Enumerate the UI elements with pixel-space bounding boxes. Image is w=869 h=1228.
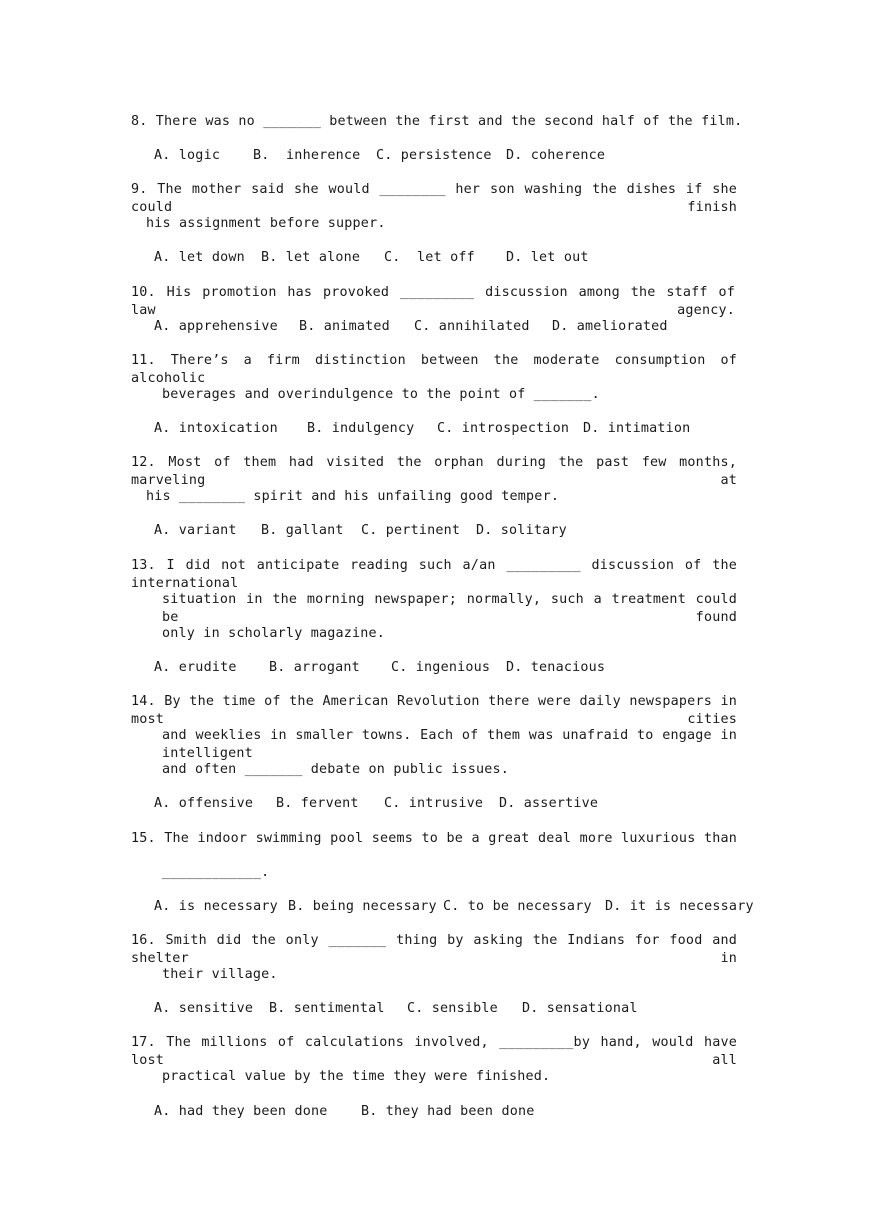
option: C. persistence — [376, 148, 492, 163]
option: B. let alone — [261, 250, 361, 265]
option: C. to be necessary — [443, 899, 592, 914]
question-stem: 8. There was no _______ between the first and the second half of the film. — [131, 114, 743, 129]
option: B. they had been done — [361, 1104, 535, 1119]
option: B. animated — [299, 319, 390, 334]
option: B. being necessary — [288, 899, 437, 914]
option: A. erudite — [154, 660, 237, 675]
option: D. tenacious — [506, 660, 606, 675]
option: A. offensive — [154, 796, 254, 811]
question-stem-continued: only in scholarly magazine. — [162, 626, 386, 641]
question-stem: 12. Most of them had visited the orphan during the past few months, marveling at — [131, 455, 737, 488]
option: A. intoxication — [154, 421, 278, 436]
question-stem-continued: situation in the morning newspaper; normally, such a treatment could be found — [162, 592, 737, 625]
option: B. arrogant — [269, 660, 360, 675]
option: D. coherence — [506, 148, 606, 163]
option: A. variant — [154, 523, 237, 538]
option: C. ingenious — [391, 660, 491, 675]
option: C. intrusive — [384, 796, 484, 811]
question-stem: 9. The mother said she would ________ her son washing the dishes if she could finish — [131, 182, 737, 215]
option: D. ameliorated — [552, 319, 668, 334]
question-stem-continued: their village. — [162, 967, 278, 982]
question-stem-continued: ____________. — [162, 865, 270, 880]
option: D. intimation — [583, 421, 691, 436]
question-stem: 10. His promotion has provoked _________ discussion among the staff of law agency. — [131, 285, 735, 318]
option: B. gallant — [261, 523, 344, 538]
question-stem: 11. There’s a firm distinction between the moderate consumption of alcoholic — [131, 353, 737, 386]
question-stem-continued: his ________ spirit and his unfailing good temper. — [146, 489, 560, 504]
question-stem: 17. The millions of calculations involved, _________by hand, would have lost all — [131, 1035, 737, 1068]
option: C. pertinent — [361, 523, 461, 538]
question-stem-continued: beverages and overindulgence to the point of _______. — [162, 387, 600, 402]
option: A. logic — [154, 148, 221, 163]
option: C. sensible — [407, 1001, 498, 1016]
option: D. sensational — [522, 1001, 638, 1016]
option: A. let down — [154, 250, 245, 265]
option: C. let off — [384, 250, 475, 265]
question-stem-continued: his assignment before supper. — [146, 216, 386, 231]
option: D. it is necessary — [605, 899, 754, 914]
option: B. inherence — [253, 148, 361, 163]
question-stem-continued: and often _______ debate on public issues. — [162, 762, 509, 777]
option: B. indulgency — [307, 421, 415, 436]
option: B. sentimental — [269, 1001, 385, 1016]
question-stem-continued: practical value by the time they were finished. — [162, 1069, 551, 1084]
option: A. apprehensive — [154, 319, 278, 334]
option: B. fervent — [276, 796, 359, 811]
question-stem-continued: and weeklies in smaller towns. Each of them was unafraid to engage in intelligent — [162, 728, 737, 761]
option: D. assertive — [499, 796, 599, 811]
option: A. had they been done — [154, 1104, 328, 1119]
question-stem: 16. Smith did the only _______ thing by asking the Indians for food and shelter in — [131, 933, 737, 966]
option: A. is necessary — [154, 899, 278, 914]
option: C. annihilated — [414, 319, 530, 334]
question-stem: 15. The indoor swimming pool seems to be a great deal more luxurious than — [131, 831, 737, 846]
question-stem: 14. By the time of the American Revolution there were daily newspapers in most cities — [131, 694, 737, 727]
option: D. solitary — [476, 523, 567, 538]
question-stem: 13. I did not anticipate reading such a/an _________ discussion of the international — [131, 558, 737, 591]
option: C. introspection — [437, 421, 570, 436]
option: D. let out — [506, 250, 589, 265]
option: A. sensitive — [154, 1001, 254, 1016]
